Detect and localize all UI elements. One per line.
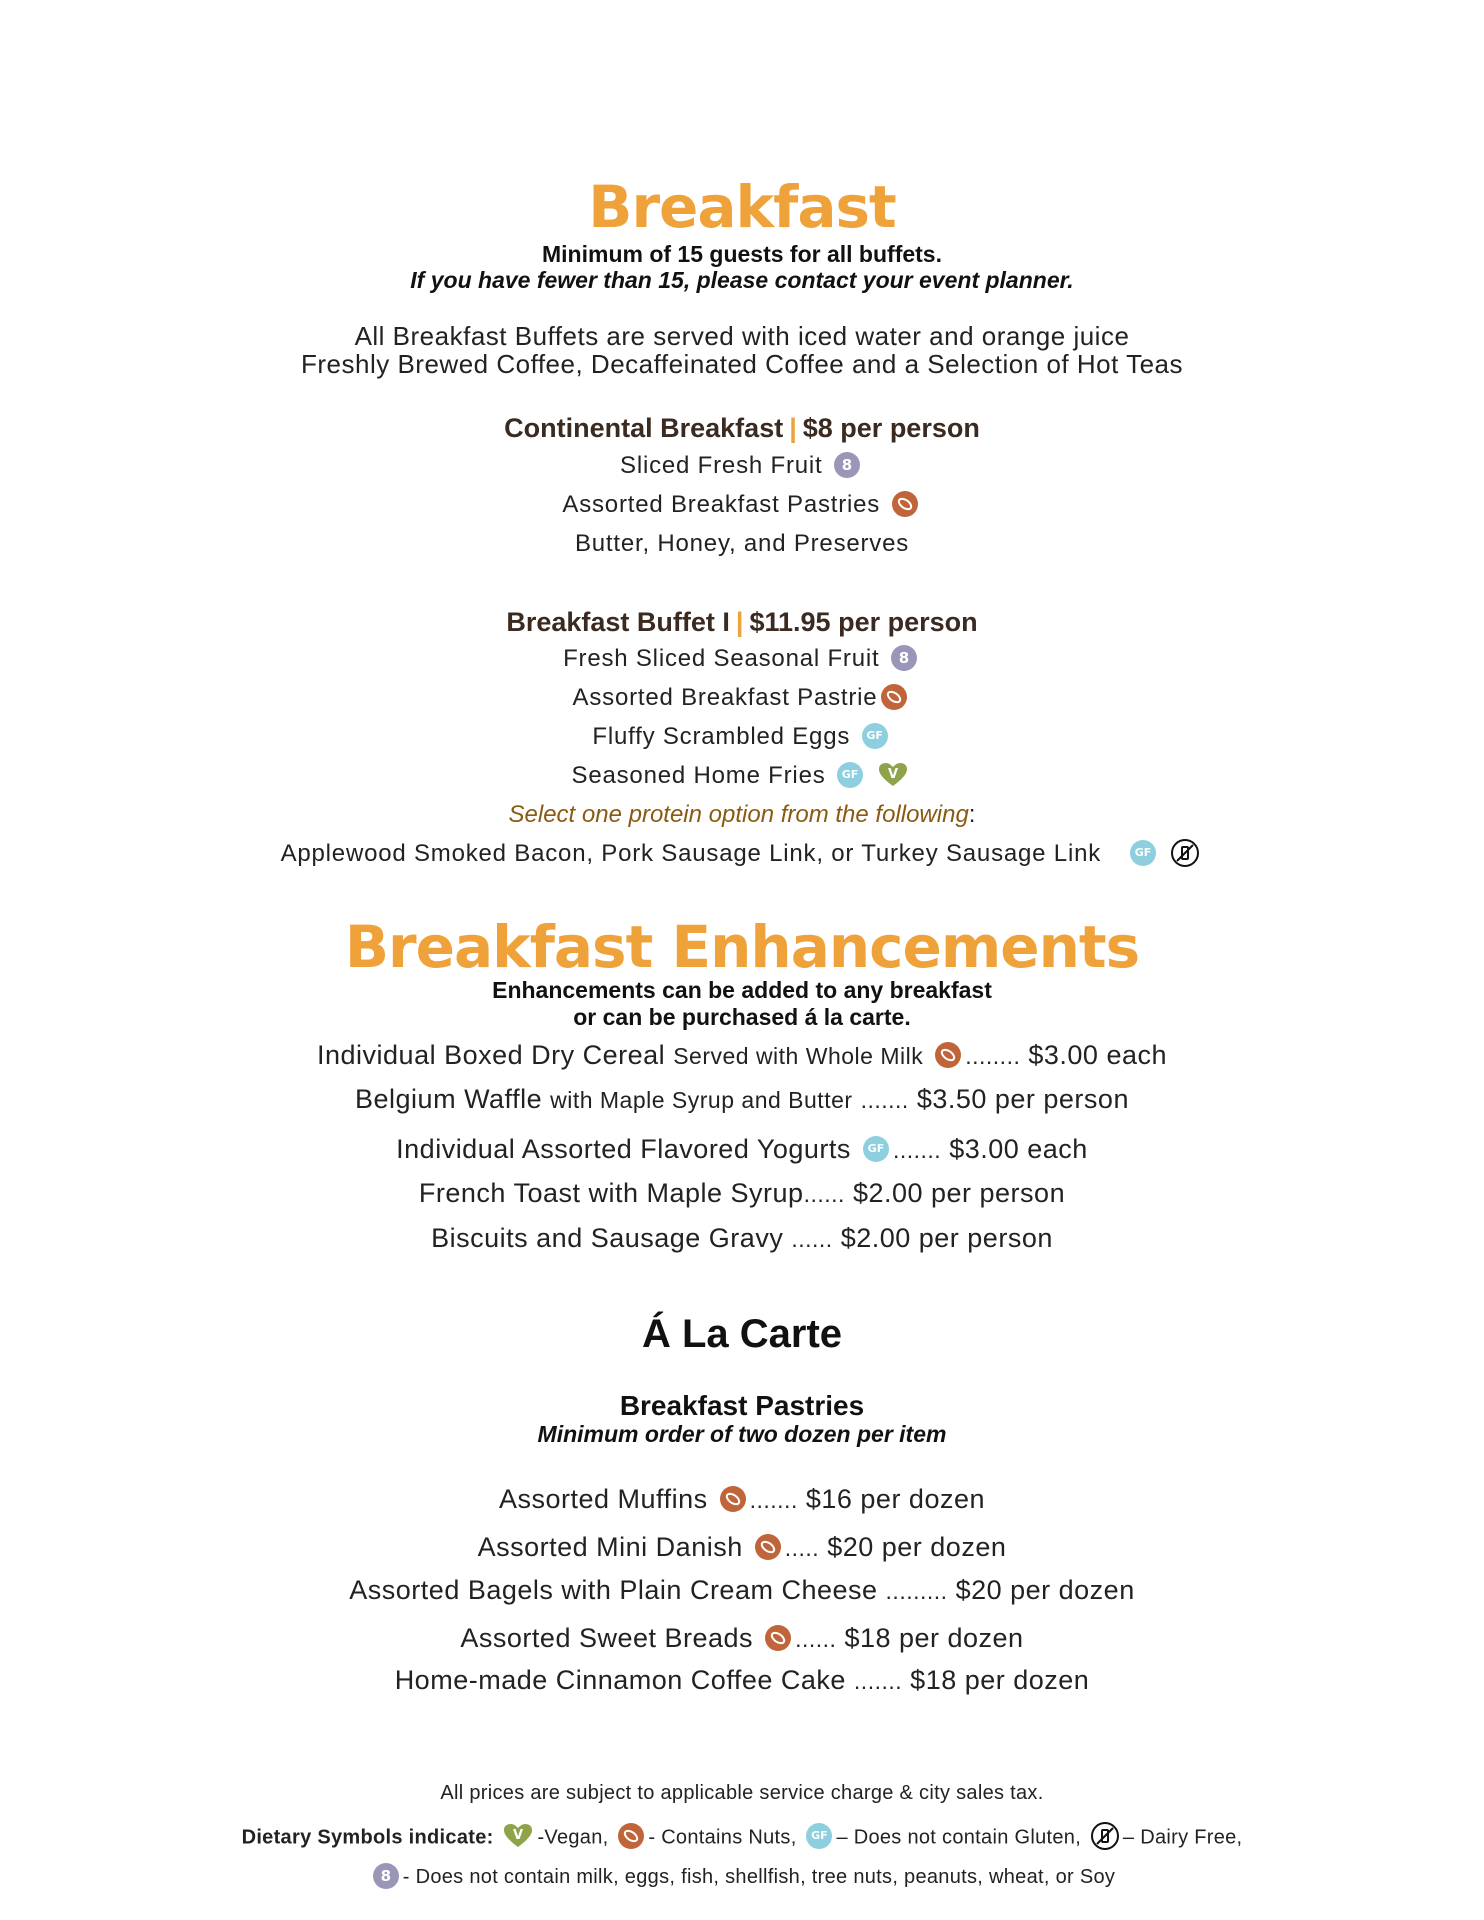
pastries-note: Minimum order of two dozen per item (537, 1421, 947, 1447)
list-item (0, 644, 1484, 674)
protein-options-text: Applewood Smoked Bacon, Pork Sausage Link, or Turkey Sausage Link (280, 840, 1102, 867)
dietary-legend-big8 (0, 1864, 1484, 1891)
vegan-icon (878, 762, 908, 788)
item-label: Seasoned Home Fries (571, 762, 826, 789)
legend-label: Dietary Symbols indicate: (241, 1826, 494, 1849)
leader-dots: ...... (791, 1226, 833, 1252)
continental-price: $8 per person (802, 413, 980, 443)
enhancement-price: $3.50 per person (916, 1084, 1129, 1114)
tax-note: All prices are subject to applicable service charge & city sales tax. (440, 1782, 1044, 1804)
pastry-name: Assorted Sweet Breads (460, 1623, 754, 1653)
protein-prompt-text: Select one protein option from the following (508, 801, 969, 828)
list-item (0, 451, 1484, 481)
enhancement-row (0, 1221, 1484, 1256)
minimum-note: Minimum of 15 guests for all buffets. (542, 241, 942, 267)
legend-vegan: -Vegan, (537, 1826, 609, 1849)
protein-options (0, 839, 1484, 869)
served-line-2: Freshly Brewed Coffee, Decaffeinated Coffee and a Selection of Hot Teas (301, 349, 1183, 379)
enhancement-price: $3.00 each (949, 1134, 1088, 1164)
pastry-name: Assorted Muffins (499, 1484, 708, 1514)
legend-dairy: – Dairy Free, (1122, 1826, 1243, 1849)
enhancement-row (0, 1038, 1484, 1073)
list-item (0, 761, 1484, 791)
buffet-name: Breakfast Buffet I (506, 607, 730, 637)
alacarte-title: Á La Carte (641, 1312, 843, 1356)
pastry-price: $18 per dozen (844, 1623, 1024, 1653)
pastry-price: $20 per dozen (827, 1532, 1007, 1562)
item-label: Fluffy Scrambled Eggs (592, 723, 851, 750)
enhancement-name: Biscuits and Sausage Gravy (431, 1223, 784, 1253)
contains-nuts-icon (618, 1823, 644, 1849)
leader-dots: ...... (803, 1181, 845, 1207)
pastry-row (0, 1530, 1484, 1565)
breakfast-title: Breakfast (588, 173, 896, 241)
dairy-free-icon (1171, 839, 1199, 867)
leader-dots: ....... (892, 1137, 942, 1163)
enhancement-row (0, 1132, 1484, 1167)
contains-nuts-icon (720, 1486, 746, 1512)
separator: | (789, 413, 797, 443)
served-line-1: All Breakfast Buffets are served with iced water and orange juice (354, 321, 1130, 351)
continental-heading (0, 412, 1484, 444)
list-item: Butter, Honey, and Preserves (574, 530, 910, 557)
contains-nuts-icon (755, 1534, 781, 1560)
contains-nuts-icon (892, 491, 918, 517)
pastry-name: Home-made Cinnamon Coffee Cake (394, 1665, 846, 1695)
gluten-free-icon: GF (1130, 840, 1156, 866)
pastry-row (0, 1621, 1484, 1656)
contains-nuts-icon (765, 1625, 791, 1651)
list-item (0, 490, 1484, 520)
enhancement-detail: with Maple Syrup and Butter (550, 1087, 853, 1113)
protein-prompt (0, 800, 1484, 830)
legend-gluten: – Does not contain Gluten, (836, 1826, 1082, 1849)
dairy-free-icon (1091, 1822, 1119, 1850)
pastry-row (0, 1573, 1484, 1608)
enhancement-name: French Toast with Maple Syrup (418, 1178, 804, 1208)
vegan-letter: V (888, 766, 899, 782)
enhancement-name: Individual Boxed Dry Cereal (317, 1040, 666, 1070)
gluten-free-icon: GF (806, 1823, 832, 1849)
item-label: Sliced Fresh Fruit (620, 452, 823, 479)
enhancement-price: $2.00 per person (852, 1178, 1066, 1208)
enhancements-note-2: or can be purchased á la carte. (573, 1004, 911, 1030)
leader-dots: ....... (749, 1487, 798, 1513)
pastry-name: Assorted Mini Danish (477, 1532, 743, 1562)
legend-big8: - Does not contain milk, eggs, fish, shellfish, tree nuts, peanuts, wheat, or Soy (402, 1866, 1116, 1888)
separator: | (735, 607, 744, 637)
enhancement-detail: Served with Whole Milk (673, 1043, 924, 1069)
enhancements-note-1: Enhancements can be added to any breakfast (492, 977, 992, 1003)
enhancement-price: $2.00 per person (840, 1223, 1053, 1253)
enhancements-title: Breakfast Enhancements (344, 913, 1140, 981)
buffet-price: $11.95 per person (749, 607, 978, 637)
vegan-icon (503, 1823, 533, 1849)
leader-dots: ..... (784, 1535, 820, 1561)
leader-dots: ......... (885, 1578, 948, 1604)
big-8-free-icon: 8 (373, 1863, 399, 1889)
pastries-heading: Breakfast Pastries (619, 1390, 865, 1421)
enhancement-name: Individual Assorted Flavored Yogurts (396, 1134, 851, 1164)
gluten-free-icon: GF (862, 723, 888, 749)
gluten-free-icon: GF (863, 1136, 889, 1162)
item-label: Assorted Breakfast Pastries (562, 491, 881, 518)
pastry-name: Assorted Bagels with Plain Cream Cheese (349, 1575, 878, 1605)
leader-dots: ....... (860, 1087, 909, 1113)
item-label: Assorted Breakfast Pastrie (572, 684, 878, 711)
legend-nuts: - Contains Nuts, (648, 1826, 797, 1849)
contact-note: If you have fewer than 15, please contact your event planner. (410, 267, 1074, 293)
leader-dots: ...... (795, 1626, 837, 1652)
dietary-legend (0, 1824, 1484, 1852)
protein-prompt-colon: : (968, 801, 976, 828)
continental-name: Continental Breakfast (504, 413, 784, 443)
item-label: Fresh Sliced Seasonal Fruit (563, 645, 880, 672)
enhancement-row (0, 1176, 1484, 1211)
pastry-price: $18 per dozen (910, 1665, 1090, 1695)
pastry-row (0, 1482, 1484, 1517)
buffet-heading (0, 606, 1484, 638)
big-8-free-icon: 8 (834, 452, 860, 478)
enhancement-price: $3.00 each (1028, 1040, 1167, 1070)
gluten-free-icon: GF (837, 762, 863, 788)
big-8-free-icon: 8 (891, 645, 917, 671)
pastry-row (0, 1663, 1484, 1698)
vegan-letter: V (513, 1828, 524, 1843)
contains-nuts-icon (935, 1042, 961, 1068)
enhancement-row (0, 1082, 1484, 1117)
leader-dots: ....... (853, 1668, 903, 1694)
leader-dots: ........ (965, 1043, 1021, 1069)
enhancement-name: Belgium Waffle (355, 1084, 543, 1114)
list-item (0, 683, 1484, 713)
list-item (0, 722, 1484, 752)
contains-nuts-icon (881, 684, 907, 710)
pastry-price: $16 per dozen (805, 1484, 985, 1514)
pastry-price: $20 per dozen (955, 1575, 1135, 1605)
